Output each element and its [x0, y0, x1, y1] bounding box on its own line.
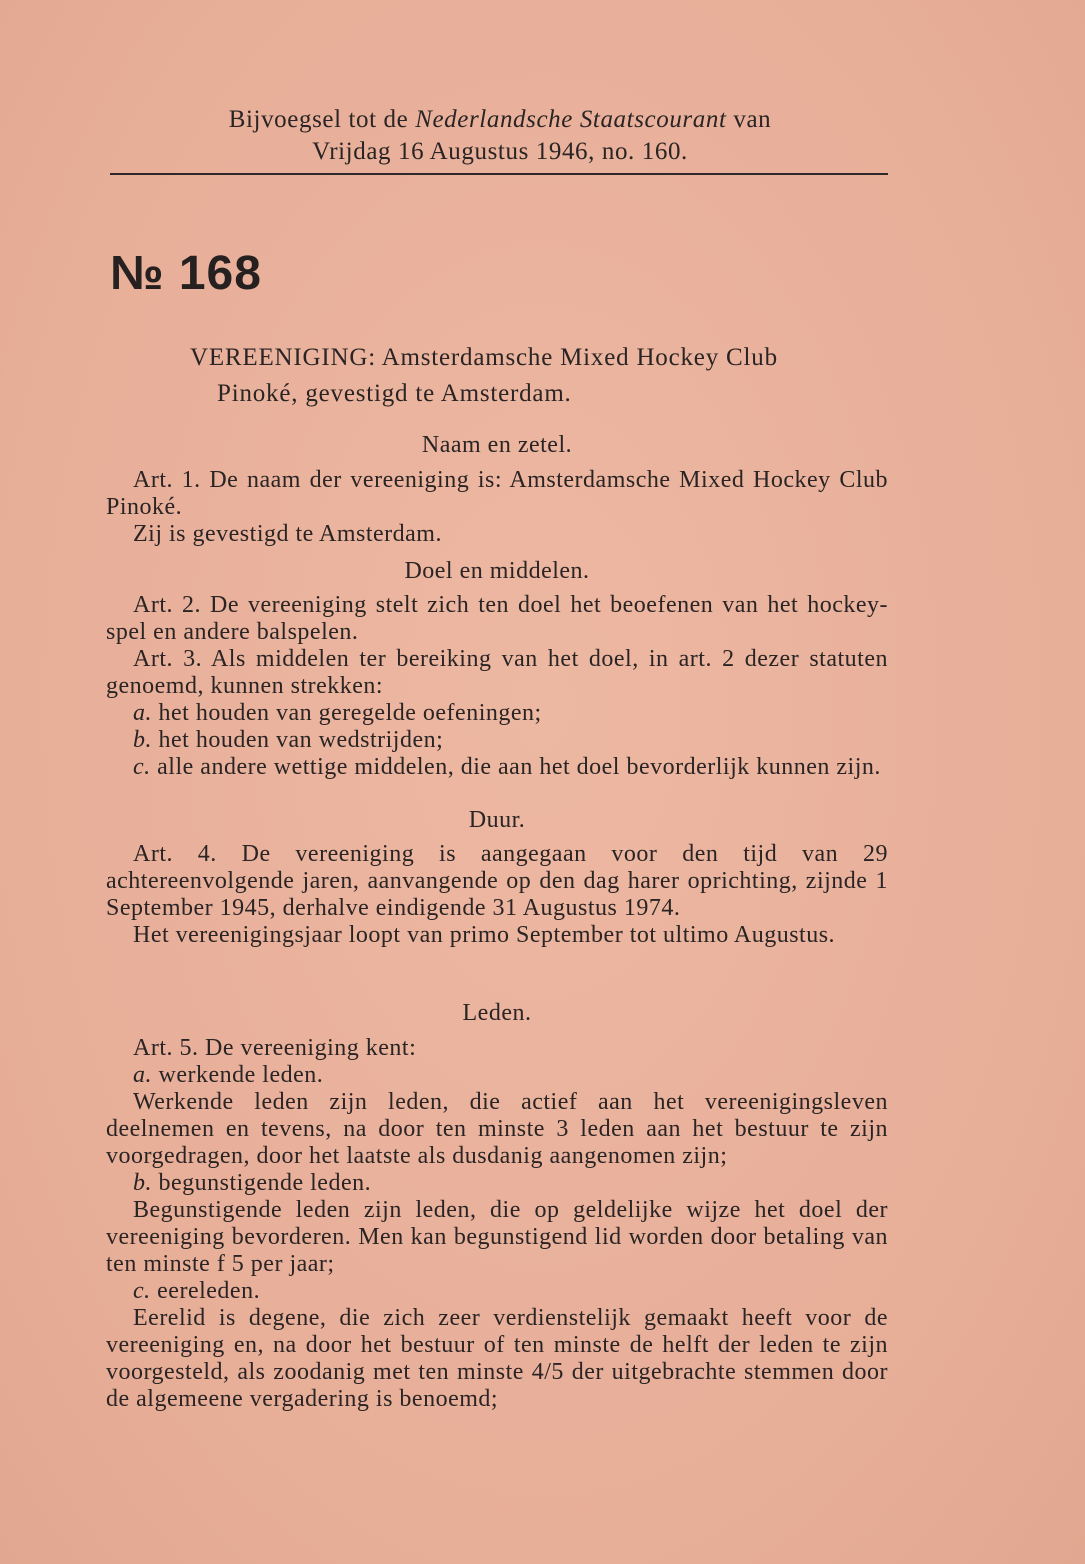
- header-suffix: van: [733, 106, 772, 133]
- article-1: Art. 1. De naam der vereeniging is: Amsterdamsche Mixed Hockey Club Pinoké.: [106, 467, 888, 520]
- association-title: [190, 340, 890, 412]
- list-letter: c.: [133, 1278, 151, 1304]
- gazette-header: [110, 104, 890, 168]
- section-heading: Leden.: [462, 1000, 532, 1026]
- article-1-seat: Zij is gevestigd te Amsterdam.: [133, 521, 442, 547]
- section-name-seat: [106, 432, 888, 548]
- list-text: het houden van geregelde oefeningen;: [158, 700, 542, 726]
- header-line-2: Vrijdag 16 Augustus 1946, no. 160.: [312, 138, 688, 165]
- list-letter: b.: [133, 1170, 152, 1196]
- list-text: alle andere wettige middelen, die aan het doel bevorderlijk kunnen zijn.: [157, 754, 881, 780]
- member-type-c: [106, 1278, 888, 1305]
- list-letter: c.: [133, 754, 151, 780]
- member-type-c-desc: Eerelid is degene, die zich zeer verdienstelijk gemaakt heeft voor de vereeniging en, na door het bestuur of ten minste de helft der leden te zijn voorgesteld, als zoodanig met ten minste 4/5 der uitgebrachte stemmen door de algemeene vergadering is benoemd;: [106, 1305, 888, 1412]
- list-text: begunstigende leden.: [158, 1170, 372, 1196]
- article-5: Art. 5. De vereeniging kent:: [133, 1035, 417, 1061]
- list-item-c: [106, 754, 888, 781]
- list-text: het houden van wedstrijden;: [158, 727, 444, 753]
- header-rule: [110, 173, 888, 175]
- header-gazette-name: Nederlandsche Staatscourant: [415, 106, 727, 133]
- section-heading: Duur.: [468, 807, 526, 833]
- title-line-1: VEREENIGING: Amsterdamsche Mixed Hockey Club: [190, 344, 778, 371]
- header-line-1: [110, 104, 890, 136]
- article-2: Art. 2. De vereeniging stelt zich ten doel het beoefenen van het hockey-spel en andere balspelen.: [106, 592, 888, 645]
- member-type-b: [106, 1170, 888, 1197]
- list-text: eereleden.: [157, 1278, 261, 1304]
- member-type-a: [106, 1062, 888, 1089]
- list-item-b: [106, 727, 888, 754]
- member-type-b-desc: Begunstigende leden zijn leden, die op geldelijke wijze het doel der vereeniging bevorderen. Men kan begunstigend lid worden door betaling van ten minste f 5 per jaar;: [106, 1197, 888, 1277]
- section-heading: Naam en zetel.: [421, 432, 573, 458]
- list-item-a: [106, 700, 888, 727]
- document-number: № 168: [110, 247, 262, 300]
- title-line-2: Pinoké, gevestigd te Amsterdam.: [217, 380, 572, 407]
- header-prefix: Bijvoegsel tot de: [228, 106, 409, 133]
- list-letter: a.: [133, 700, 152, 726]
- section-duration: [106, 807, 888, 949]
- article-4: Art. 4. De vereeniging is aangegaan voor den tijd van 29 achtereenvolgende jaren, aanvangende op den dag harer oprichting, zijnde 1 September 1945, derhalve eindigende 31 Augustus 1974.: [106, 841, 888, 921]
- list-text: werkende leden.: [158, 1062, 324, 1088]
- section-heading: Doel en middelen.: [404, 558, 590, 584]
- list-letter: a.: [133, 1062, 152, 1088]
- list-letter: b.: [133, 727, 152, 753]
- article-4-year: Het vereenigingsjaar loopt van primo September tot ultimo Augustus.: [133, 922, 836, 948]
- article-3: Art. 3. Als middelen ter bereiking van het doel, in art. 2 dezer statuten genoemd, kunnen strekken:: [106, 646, 888, 699]
- member-type-a-desc: Werkende leden zijn leden, die actief aan het vereenigingsleven deelnemen en tevens, na door ten minste 3 leden aan het bestuur te zijn voorgedragen, door het laatste als dusdanig aangenomen zijn;: [106, 1089, 888, 1169]
- section-purpose: [106, 558, 888, 781]
- section-members: [106, 1000, 888, 1413]
